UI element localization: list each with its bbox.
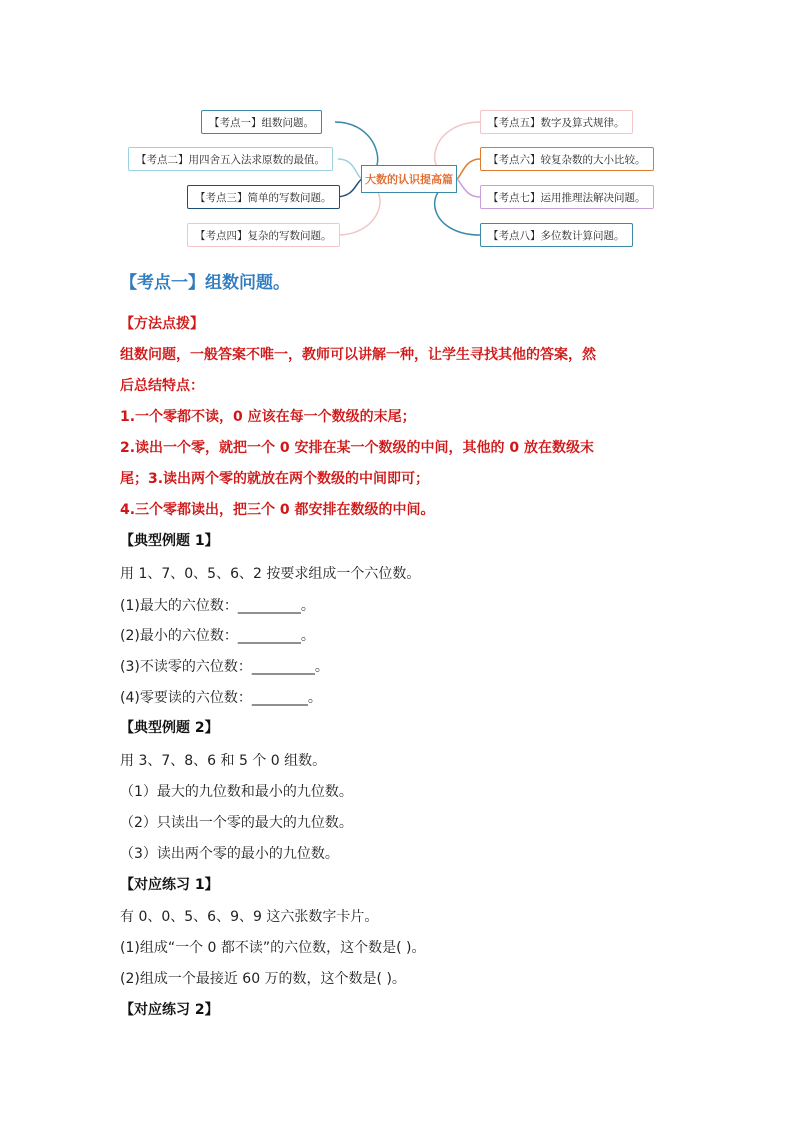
mindmap-left-2: 【考点二】用四舍五入法求原数的最值。 xyxy=(128,147,333,171)
example1-heading: 【典型例题 1】 xyxy=(120,533,219,549)
method-line-6: 4.三个零都读出，把三个 0 都安排在数级的中间。 xyxy=(120,502,435,518)
connector-7 xyxy=(457,179,480,197)
mindmap-left-1: 【考点一】组数问题。 xyxy=(201,110,322,134)
mind-map-connectors xyxy=(0,0,794,260)
method-line-3: 1.一个零都不读，0 应该在每一个数级的末尾； xyxy=(120,409,416,425)
method-heading: 【方法点拨】 xyxy=(120,316,204,332)
mindmap-right-4: 【考点八】多位数计算问题。 xyxy=(480,223,633,247)
example2-heading: 【典型例题 2】 xyxy=(120,720,219,736)
practice1-heading: 【对应练习 1】 xyxy=(120,877,219,893)
example1-line-3: (2)最小的六位数：_________。 xyxy=(120,628,315,644)
mindmap-left-4: 【考点四】复杂的写数问题。 xyxy=(187,223,340,247)
method-line-1: 组数问题，一般答案不唯一，教师可以讲解一种，让学生寻找其他的答案，然 xyxy=(120,347,596,363)
example1-line-5: (4)零要读的六位数：________。 xyxy=(120,690,322,706)
mindmap-right-2: 【考点六】较复杂数的大小比较。 xyxy=(480,147,654,171)
example1-line-1: 用 1、7、0、5、6、2 按要求组成一个六位数。 xyxy=(120,566,421,582)
practice2-heading: 【对应练习 2】 xyxy=(120,1002,219,1018)
section-title: 【考点一】组数问题。 xyxy=(120,273,290,293)
practice1-line-2: (1)组成“一个 0 都不读”的六位数，这个数是( )。 xyxy=(120,940,426,956)
connector-6 xyxy=(457,159,480,179)
method-line-2: 后总结特点： xyxy=(120,378,204,394)
example1-line-4: (3)不读零的六位数：_________。 xyxy=(120,659,329,675)
practice1-line-1: 有 0、0、5、6、9、9 这六张数字卡片。 xyxy=(120,909,379,925)
example2-line-3: （2）只读出一个零的最大的九位数。 xyxy=(120,815,353,831)
mindmap-left-3: 【考点三】简单的写数问题。 xyxy=(187,185,340,209)
method-line-4: 2.读出一个零，就把一个 0 安排在某一个数级的中间，其他的 0 放在数级末 xyxy=(120,440,595,456)
mind-map xyxy=(0,0,794,260)
example2-line-1: 用 3、7、8、6 和 5 个 0 组数。 xyxy=(120,753,327,769)
method-line-5: 尾；3.读出两个零的就放在两个数级的中间即可； xyxy=(120,471,430,487)
example2-line-2: （1）最大的九位数和最小的九位数。 xyxy=(120,784,353,800)
mindmap-right-1: 【考点五】数字及算式规律。 xyxy=(480,110,633,134)
example2-line-4: （3）读出两个零的最小的九位数。 xyxy=(120,846,339,862)
mindmap-right-3: 【考点七】运用推理法解决问题。 xyxy=(480,185,654,209)
connector-2 xyxy=(338,159,362,179)
practice1-line-3: (2)组成一个最接近 60 万的数，这个数是( )。 xyxy=(120,971,406,987)
mindmap-center: 大数的认识提高篇 xyxy=(361,165,457,193)
example1-line-2: (1)最大的六位数：_________。 xyxy=(120,598,315,614)
